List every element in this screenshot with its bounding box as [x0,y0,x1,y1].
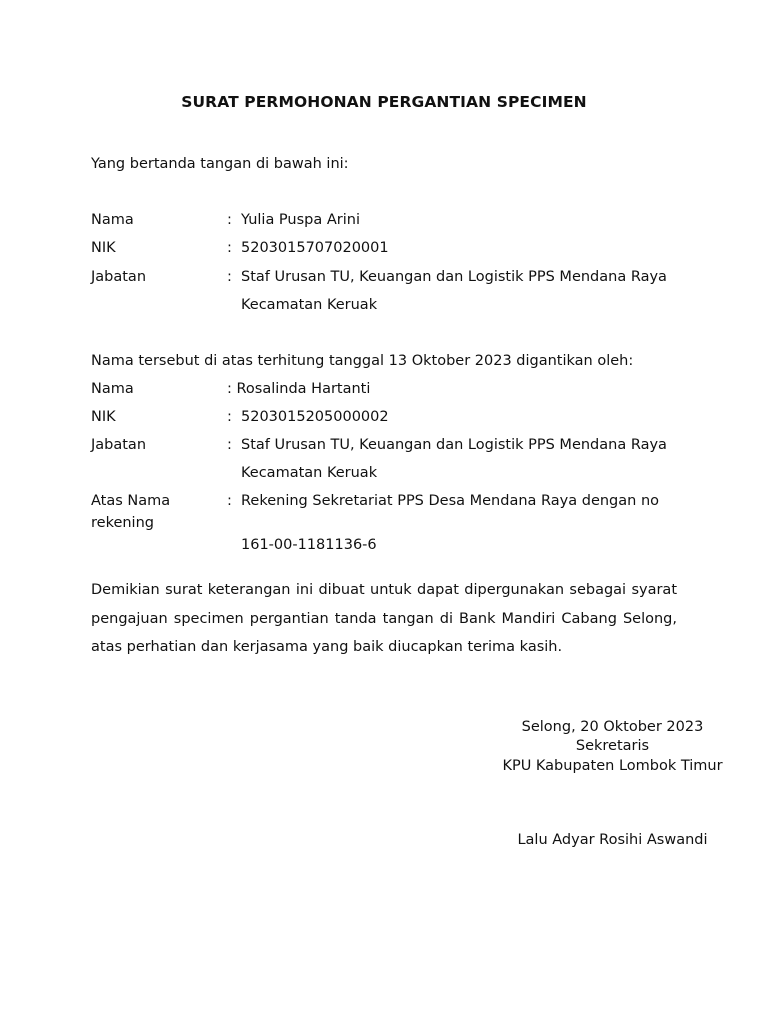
second-jabatan-label: Jabatan [91,437,147,453]
second-nama-value: : Rosalinda Hartanti [227,381,371,397]
first-nik-value: 5203015707020001 [241,240,389,256]
first-jabatan-label: Jabatan [91,269,147,285]
second-nik-colon: : [227,409,232,425]
second-jabatan-line2: Kecamatan Keruak [241,465,378,481]
rekening-number: 161-00-1181136-6 [241,537,377,553]
signature-institution: KPU Kabupaten Lombok Timur [502,758,723,774]
first-jabatan-colon: : [227,269,232,285]
closing-paragraph: Demikian surat keterangan ini dibuat untuk dapat dipergunakan sebagai syarat pengajuan specimen pergantian tanda tangan di Bank Mandiri Cabang Selong, atas perhatian dan kerjasama yang baik diucapkan terima kasih. [91,582,677,655]
replacement-sentence: Nama tersebut di atas terhitung tanggal 13 Oktober 2023 digantikan oleh: [91,353,634,369]
first-jabatan-line2: Kecamatan Keruak [241,297,378,313]
letter-title: SURAT PERMOHONAN PERGANTIAN SPECIMEN [181,93,587,111]
first-jabatan-line1: Staf Urusan TU, Keuangan dan Logistik PPS Mendana Raya [241,269,667,285]
first-nama-label: Nama [91,212,134,228]
second-nik-label: NIK [91,409,116,425]
first-nik-colon: : [227,240,232,256]
signature-name: Lalu Adyar Rosihi Aswandi [517,832,708,848]
first-nik-label: NIK [91,240,116,256]
rekening-colon: : [227,493,232,509]
rekening-label-line2: rekening [91,515,154,531]
signature-place-date: Selong, 20 Oktober 2023 [521,719,704,735]
first-nama-value: Yulia Puspa Arini [241,212,360,228]
rekening-label-line1: Atas Nama [91,493,171,509]
second-jabatan-line1: Staf Urusan TU, Keuangan dan Logistik PPS Mendana Raya [241,437,667,453]
rekening-value-line1: Rekening Sekretariat PPS Desa Mendana Raya dengan no [241,493,660,509]
intro-text: Yang bertanda tangan di bawah ini: [91,156,349,172]
second-nama-label: Nama [91,381,134,397]
first-nama-colon: : [227,212,232,228]
signature-position: Sekretaris [575,738,650,754]
second-nik-value: 5203015205000002 [241,409,389,425]
second-jabatan-colon: : [227,437,232,453]
